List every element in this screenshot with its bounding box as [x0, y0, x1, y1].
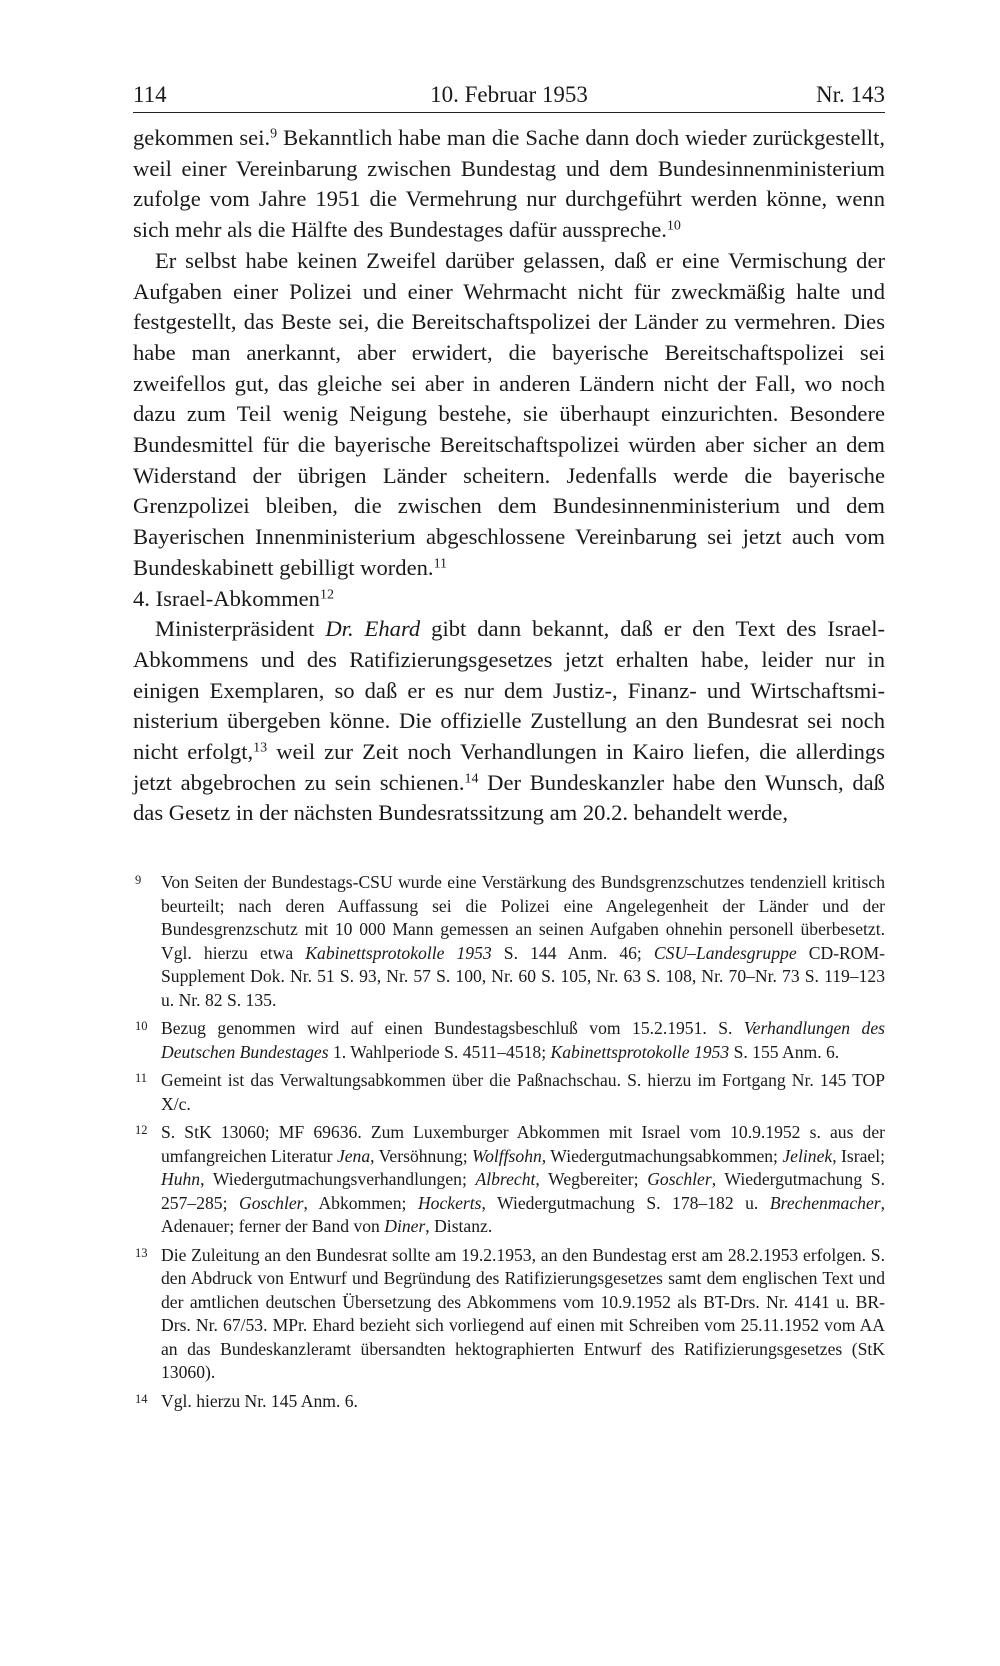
footnote-number: 14 — [135, 1391, 148, 1406]
footnote-11 — [133, 1069, 885, 1116]
author-name: Hockerts — [417, 1192, 482, 1213]
footnote-text: Die Zuleitung an den Bundesrat sollte am 19.2.1953, an den Bundestag erst am 28.2.1953 erfolgen. S. den Abdruck von Entwurf und Begründung des Ratifizierungsgesetzes samt dem englischen Text und der amtlichen deutschen Übersetzung des Abkommens vom 10.9.1952 als BT-Drs. Nr. 4141 u. BR-Drs. Nr. 67/53. MPr. Ehard bezieht sich vorliegend auf einen mit Schreiben vom 25.11.1952 vom AA an das Bundeskanzleramt übersandten hektographierten Entwurf des Ratifizierungsgesetzes (StK 13060). — [161, 1244, 885, 1383]
main-text — [133, 123, 885, 829]
author-name: Wolffsohn — [472, 1145, 542, 1166]
text-run: , Wiedergutmachung S. 257–285; — [161, 1169, 885, 1213]
text-run: Bezug genommen wird auf einen Bundestagsbeschluß vom 15.2.1951. S. — [161, 1018, 744, 1039]
paragraph — [133, 246, 885, 584]
footnote-ref[interactable]: 9 — [270, 126, 278, 142]
citation-title: Verhandlungen des Deutschen Bundestages — [161, 1018, 885, 1062]
author-name: Goschler — [239, 1192, 304, 1213]
text-run: Bekanntlich habe man die Sache dann doch wieder zurückgestellt, weil einer Vereinbarung zwischen Bundestag und dem Bundesinnenministerium zufolge vom Jahre 1951 die Vermehrung nur durchgeführt werden könne, wenn sich mehr als die Hälfte des Bundestages dafür ausspreche. — [133, 125, 885, 243]
text-run: S. 155 Anm. 6. — [729, 1041, 840, 1062]
footnote-number: 13 — [135, 1245, 148, 1260]
author-name: Brechenmacher — [769, 1192, 881, 1213]
text-run: , Versöhnung; — [370, 1145, 473, 1166]
section-heading — [133, 584, 885, 615]
header-date: 10. Februar 1953 — [430, 82, 588, 107]
footnote-text: Vgl. hierzu Nr. 145 Anm. 6. — [161, 1390, 358, 1411]
footnotes — [133, 871, 885, 1413]
author-name: Jelinek — [782, 1145, 833, 1166]
text-run: , Israel; — [832, 1145, 885, 1166]
footnote-10 — [133, 1017, 885, 1064]
text-run: gibt dann bekannt, daß er den Text des Israel-Abkommens und des Ratifizierungsgesetzes jetzt erhalten habe, leider nur in einigen Exemplaren, so daß er es nur dem Justiz-, Finanz- und Wirtschaftsministerium übergeben könne. Die offizielle Zustellung an den Bundesrat sei noch nicht erfolgt, — [133, 616, 886, 765]
footnote-ref[interactable]: 11 — [433, 556, 448, 572]
footnote-text — [161, 1017, 885, 1064]
text-run: , Wiedergutmachungsabkommen; — [541, 1145, 783, 1166]
footnote-text: Gemeint ist das Verwaltungsabkommen über die Paßnachschau. S. hierzu im Fortgang Nr. 145 TOP X/c. — [161, 1070, 885, 1114]
footnote-number: 10 — [135, 1019, 148, 1034]
text-run: , Abkommen; — [303, 1192, 418, 1213]
text-run: , Wiedergutmachung S. 178–182 u. — [481, 1192, 770, 1213]
text-run: , Adenauer; ferner der Band von — [161, 1192, 886, 1237]
text-run: , Distanz. — [425, 1216, 493, 1237]
author-name: Huhn — [161, 1169, 201, 1190]
text-run: Ministerpräsident — [155, 616, 326, 642]
footnote-ref[interactable]: 14 — [464, 771, 479, 787]
page-number: 114 — [133, 82, 167, 107]
citation-title: Kabinettsprotokolle 1953 — [550, 1041, 730, 1062]
person-name: Dr. Ehard — [325, 616, 421, 642]
footnote-ref[interactable]: 12 — [319, 586, 334, 602]
footnote-12 — [133, 1121, 885, 1239]
footnote-14 — [133, 1390, 885, 1414]
footnote-9 — [133, 871, 885, 1012]
text-run: 1. Wahlperiode S. 4511–4518; — [328, 1041, 551, 1062]
author-name: Diner — [384, 1216, 426, 1237]
footnote-number: 9 — [135, 873, 142, 888]
author-name: Goschler — [647, 1169, 712, 1190]
footnote-number: 11 — [135, 1071, 148, 1086]
footnote-ref[interactable]: 13 — [253, 740, 268, 756]
footnote-text — [161, 1121, 885, 1239]
text-run: S. 144 Anm. 46; — [491, 942, 654, 963]
text-run: Er selbst habe keinen Zweifel darüber gelassen, daß er eine Vermischung der Aufgaben einer Polizei und einer Wehrmacht nicht für zweckmäßig halte und festgestellt, das Beste sei, die Bereitschaftspolizei der Länder zu vermehren. Dies habe man anerkannt, aber erwidert, die bayerische Bereitschaftspolizei sei zweifellos gut, das gleiche sei aber in anderen Ländern nicht der Fall, wo noch dazu zum Teil wenig Neigung bestehe, sie überhaupt einzurichten. Besondere Bundesmittel für die bayerische Bereitschaftspolizei würden aber sicher an dem Widerstand der übrigen Länder scheitern. Jedenfalls werde die bayerische Grenzpolizei bleiben, die zwischen dem Bundesinnenministerium und dem Bayerischen Innenministerium abgeschlossene Vereinbarung sei jetzt auch vom Bundeskabinett gebilligt worden. — [133, 247, 885, 580]
author-name: Jena — [336, 1145, 371, 1166]
paragraph — [133, 123, 885, 246]
citation-title: Kabinettsprotokolle 1953 — [305, 942, 492, 963]
footnote-text — [161, 871, 885, 1012]
text-run: weil zur Zeit noch Verhandlungen in Kairo liefen, die allerdings jetzt abgebrochen zu sein schienen. — [133, 739, 885, 795]
author-name: Albrecht — [475, 1169, 536, 1190]
footnote-number: 12 — [135, 1123, 148, 1138]
heading-text: 4. Israel-Abkommen — [133, 585, 320, 611]
text-run: , Wegbereiter; — [535, 1169, 648, 1190]
document-page — [133, 78, 885, 1418]
text-run: gekommen sei. — [133, 125, 271, 150]
text-run: CD-ROM-Supplement Dok. Nr. 51 S. 93, Nr. 57 S. 100, Nr. 60 S. 105, Nr. 63 S. 108, Nr. 70–Nr. 73 S. 119–123 u. Nr. 82 S. 135. — [161, 942, 885, 1010]
text-run: Der Bundeskanzler habe den Wunsch, daß das Gesetz in der nächsten Bundesratssitzung am 20.2. behandelt werde, — [133, 769, 885, 826]
citation-title: CSU–Landesgruppe — [653, 942, 797, 963]
document-number: Nr. 143 — [816, 82, 885, 107]
text-run: S. StK 13060; MF 69636. Zum Luxemburger Abkommen mit Israel vom 10.9.1952 s. aus der umfangreichen Literatur — [161, 1122, 885, 1166]
footnote-ref[interactable]: 10 — [666, 218, 681, 234]
text-run: Von Seiten der Bundestags-CSU wurde eine Verstärkung des Bundsgrenzschutzes tendenziell kritisch beurteilt; nach deren Auffassung sei die Polizei eine Angelegenheit der Länder und der Bundesgrenzschutz mit 10 000 Mann gemessen an seinen Aufgaben ohnehin personell überbesetzt. Vgl. hierzu etwa — [161, 872, 885, 963]
footnote-13 — [133, 1244, 885, 1385]
text-run: , Wiedergutmachungsverhandlungen; — [200, 1169, 476, 1190]
running-header — [133, 78, 885, 113]
paragraph — [133, 614, 885, 829]
